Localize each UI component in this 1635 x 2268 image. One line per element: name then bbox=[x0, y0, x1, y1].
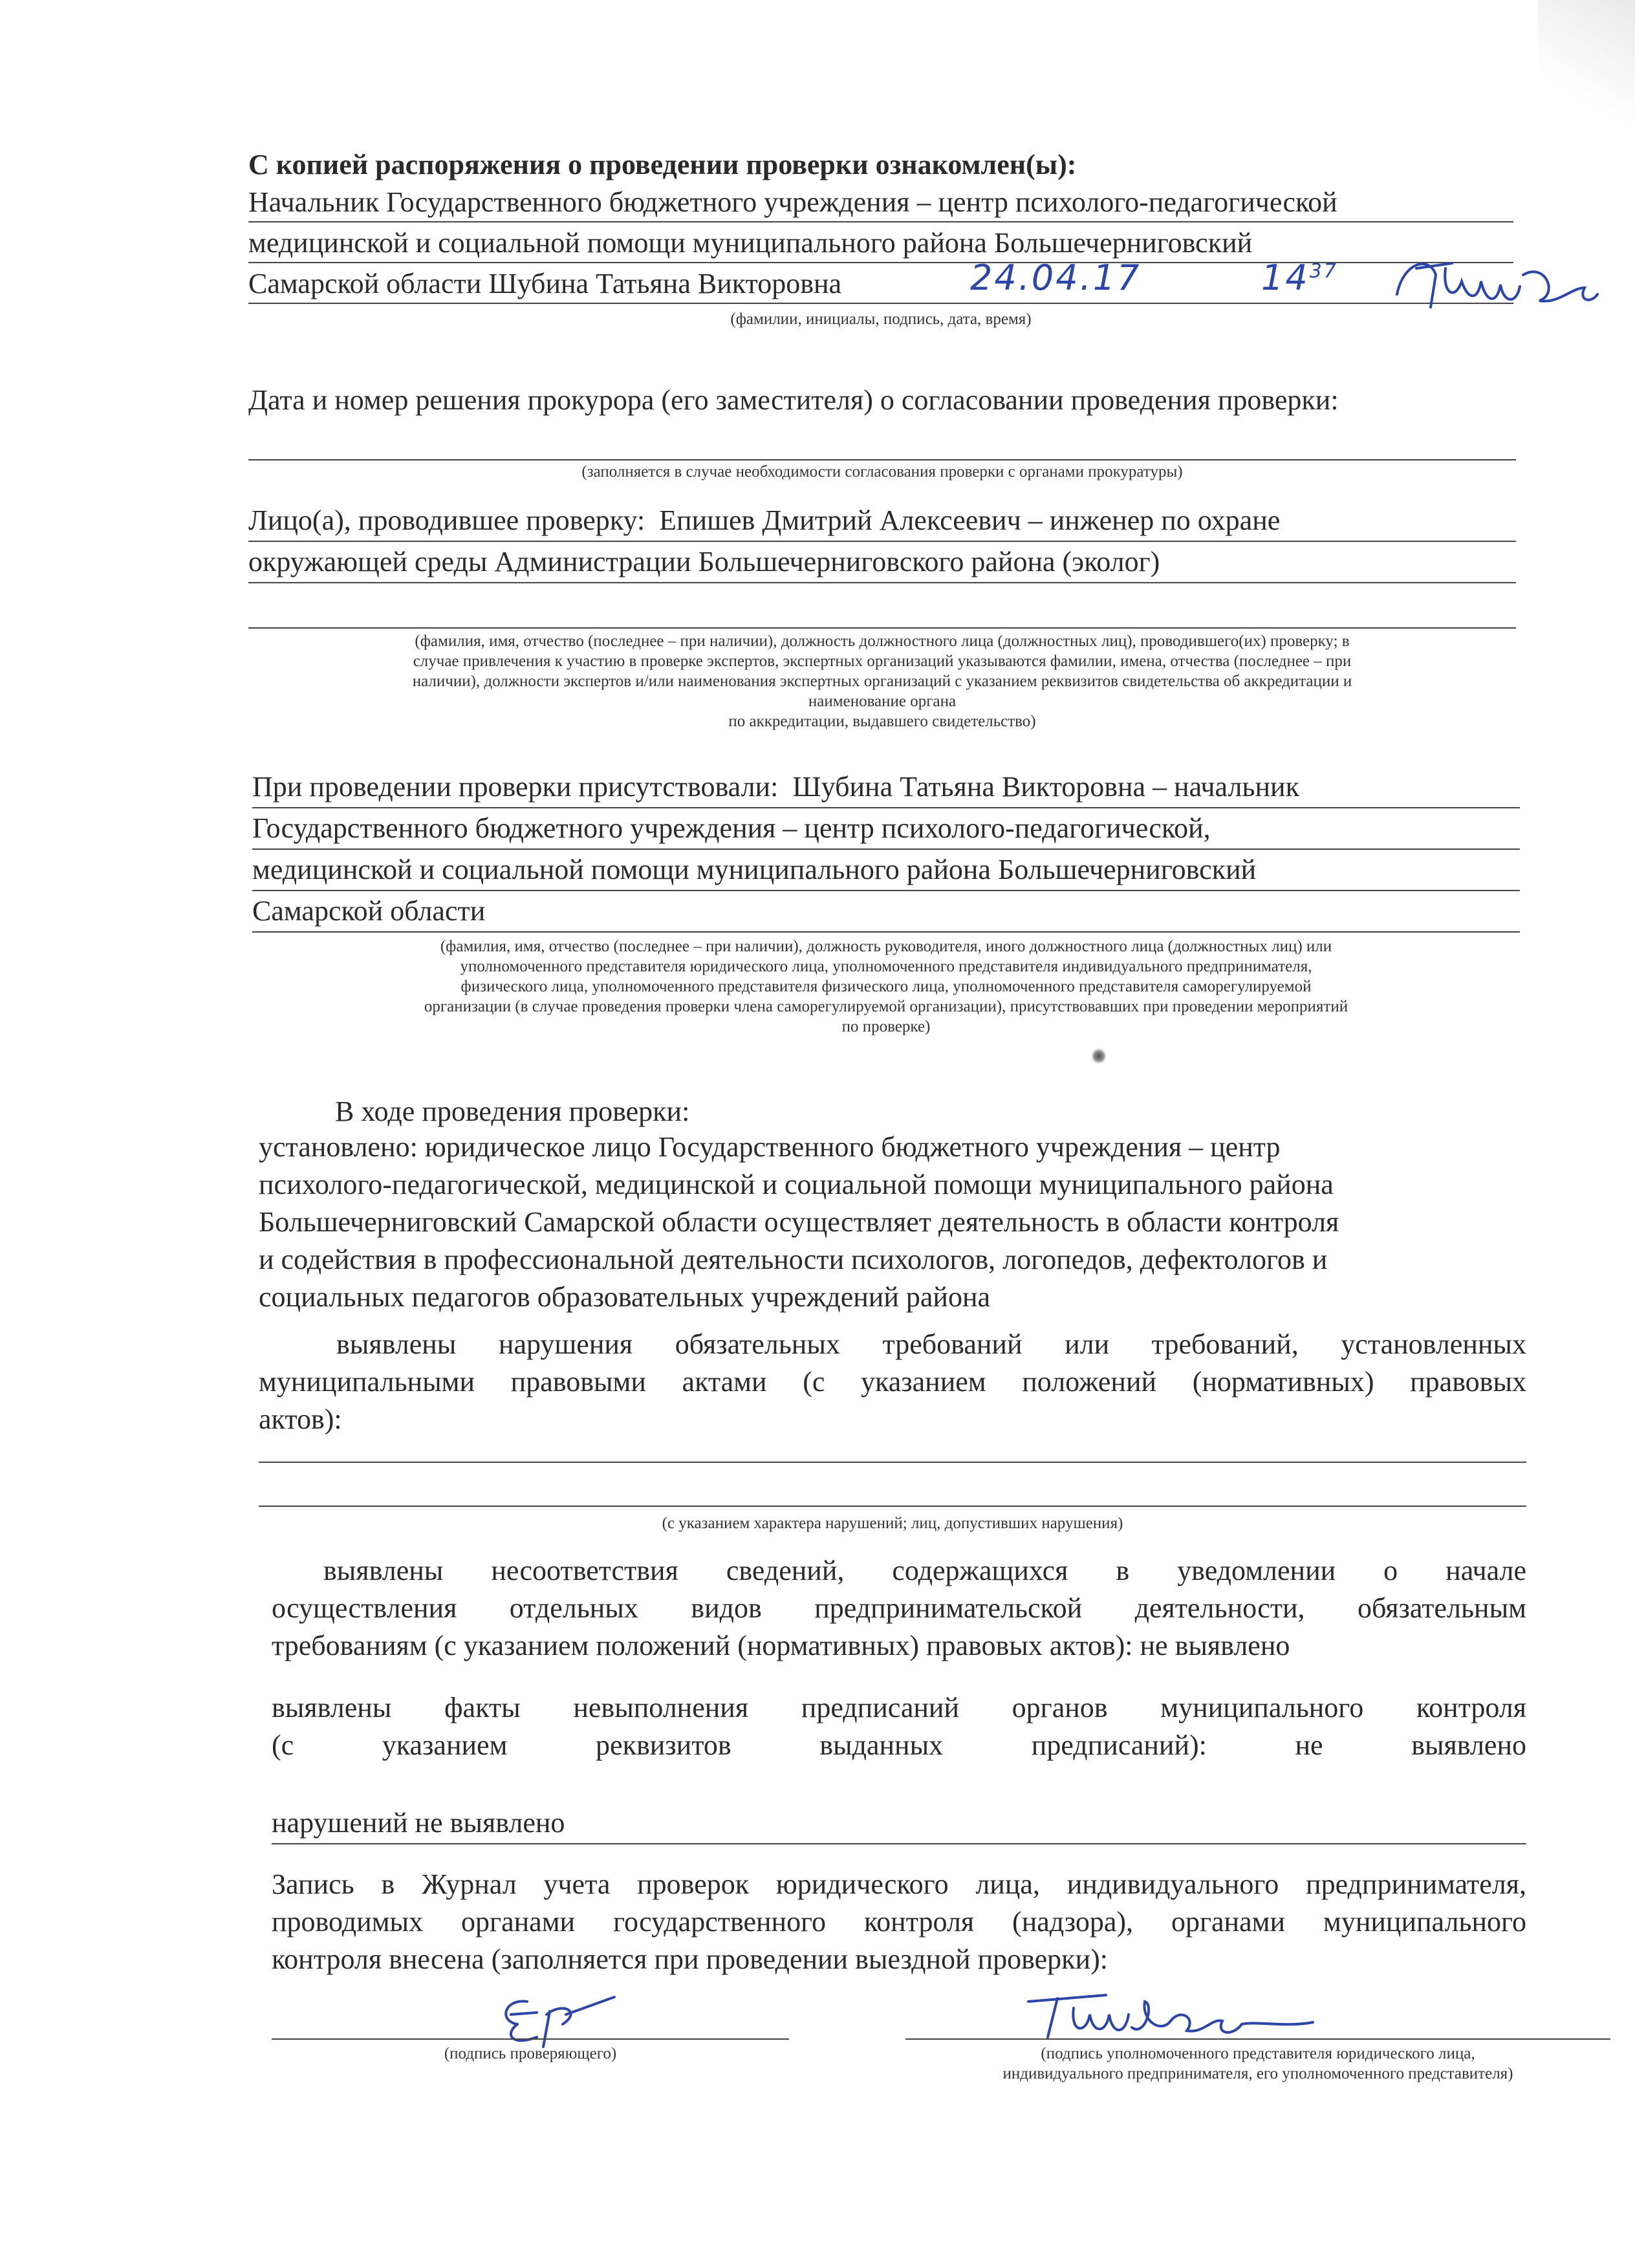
present-note-3: физического лица, уполномоченного представителя физического лица, уполномоченного представителя саморегулируемой bbox=[460, 978, 1312, 995]
inspector-value-2: окружающей среды Администрации Большечерниговского района (эколог) bbox=[248, 546, 1160, 578]
journal-line-2: проводимых органами государственного контроля (надзора), органами муниципального bbox=[272, 1906, 1526, 1938]
inspector-note-1: (фамилия, имя, отчество (последнее – при наличии), должность должностного лица (должностных лиц), проводившего(их) проверку; в bbox=[415, 632, 1350, 650]
present-note-5: по проверке) bbox=[841, 1018, 931, 1035]
prosecutor-label: Дата и номер решения прокурора (его заместителя) о согласовании проведения проверки: bbox=[248, 384, 1339, 416]
journal-line-3: контроля внесена (заполняется при проведении выездной проверки): bbox=[272, 1943, 1108, 1975]
violations-line-a bbox=[259, 1423, 1526, 1463]
present-line-2 bbox=[252, 810, 1520, 850]
present-value-4: Самарской области bbox=[252, 895, 486, 927]
violations-line-b bbox=[259, 1467, 1526, 1507]
findings-line-4: и содействия в профессиональной деятельности психологов, логопедов, дефектологов и bbox=[259, 1244, 1328, 1275]
ink-smudge bbox=[1092, 1048, 1106, 1064]
findings-line-2: психолого-педагогической, медицинской и социальной помощи муниципального района bbox=[259, 1169, 1334, 1200]
folded-corner bbox=[1538, 0, 1635, 181]
inspector-signature-line bbox=[272, 2005, 789, 2040]
no-violations-text: нарушений не выявлено bbox=[272, 1807, 565, 1839]
violations-line-1: выявлены нарушения обязательных требований или требований, установленных bbox=[336, 1328, 1526, 1360]
present-line-3 bbox=[252, 851, 1520, 891]
violations-note: (с указанием характера нарушений; лиц, допустивших нарушения) bbox=[662, 1515, 1123, 1532]
inspector-value-1: Епишев Дмитрий Алексеевич – инженер по охране bbox=[659, 504, 1281, 536]
mismatch-line-3: требованиям (с указанием положений (нормативных) правовых актов): не выявлено bbox=[272, 1630, 1290, 1661]
findings-heading: В ходе проведения проверки: bbox=[335, 1096, 690, 1127]
present-value-2: Государственного бюджетного учреждения – центр психолого-педагогической, bbox=[252, 812, 1211, 844]
present-value-1: Шубина Татьяна Викторовна – начальник bbox=[792, 771, 1299, 803]
inspector-note-5: по аккредитации, выдавшего свидетельство) bbox=[728, 713, 1036, 730]
inspector-line-3 bbox=[248, 589, 1516, 629]
journal-block bbox=[272, 1866, 1526, 1978]
handwritten-time-hours: 14 bbox=[1261, 257, 1310, 298]
violations-line-3: актов): bbox=[259, 1403, 342, 1435]
mismatch-line-2: осуществления отдельных видов предпринимательской деятельности, обязательным bbox=[272, 1592, 1526, 1624]
handwritten-time-minutes: 37 bbox=[1309, 260, 1338, 283]
inspector-note bbox=[248, 631, 1516, 731]
present-value-3: медицинской и социальной помощи муниципального района Большечерниговский bbox=[252, 854, 1257, 885]
representative-note-1: (подпись уполномоченного представителя юридического лица, bbox=[1041, 2045, 1475, 2062]
present-note bbox=[252, 936, 1520, 1037]
handwritten-date: 24.04.17 bbox=[970, 257, 1142, 298]
inspector-note-3: наличии), должности экспертов и/или наименования экспертных организаций с указанием реквизитов свидетельства об аккредитации и bbox=[412, 673, 1352, 690]
ack-line-1-text: Начальник Государственного бюджетного учреждения – центр психолого-педагогической bbox=[248, 186, 1337, 218]
inspector-label: Лицо(а), проводившее проверку: bbox=[248, 504, 645, 536]
violations-line-2: муниципальными правовыми актами (с указанием положений (нормативных) правовых bbox=[259, 1366, 1526, 1398]
representative-signature-line bbox=[905, 2005, 1610, 2040]
inspector-line-2 bbox=[248, 543, 1516, 583]
present-line-4 bbox=[252, 892, 1520, 933]
failures-line-1: выявлены факты невыполнения предписаний органов муниципального контроля bbox=[272, 1692, 1526, 1723]
findings-line-3: Большечерниговский Самарской области осуществляет деятельность в области контроля bbox=[259, 1206, 1339, 1238]
representative-note-2: индивидуального предпринимателя, его уполномоченного представителя) bbox=[1002, 2065, 1513, 2082]
present-note-2: уполномоченного представителя юридического лица, уполномоченного представителя индивидуального предпринимателя, bbox=[460, 958, 1312, 975]
present-label: При проведении проверки присутствовали: bbox=[252, 771, 779, 803]
failures-line-2: (с указанием реквизитов выданных предписаний): не выявлено bbox=[272, 1729, 1526, 1761]
ack-line-3-text: Самарской области Шубина Татьяна Викторовна bbox=[248, 268, 842, 299]
prosecutor-note: (заполняется в случае необходимости согласования проверки с органами прокуратуры) bbox=[581, 463, 1183, 481]
failures-block bbox=[272, 1689, 1526, 1764]
ack-note: (фамилии, инициалы, подпись, дата, время) bbox=[730, 310, 1032, 328]
prosecutor-line bbox=[248, 420, 1516, 460]
violations-block bbox=[259, 1326, 1526, 1438]
inspector-signature-note: (подпись проверяющего) bbox=[444, 2045, 617, 2062]
acknowledgement-title: С копией распоряжения о проведении проверки ознакомлен(ы): bbox=[248, 149, 1077, 180]
mismatch-line-1: выявлены несоответствия сведений, содержащихся в уведомлении о начале bbox=[323, 1555, 1526, 1586]
present-note-1: (фамилия, имя, отчество (последнее – при наличии), должность руководителя, иного должностного лица (должностных лиц) или bbox=[440, 938, 1332, 955]
inspector-note-2: случае привлечения к участию в проверке экспертов, экспертных организаций указываются фамилии, имена, отчества (последнее – при bbox=[413, 653, 1352, 670]
inspector-note-4: наименование органа bbox=[808, 693, 957, 710]
mismatch-block bbox=[272, 1552, 1526, 1665]
handwritten-time bbox=[1261, 257, 1338, 298]
findings-established bbox=[259, 1129, 1526, 1316]
no-violations-line bbox=[272, 1804, 1526, 1844]
representative-signature-note bbox=[905, 2044, 1610, 2084]
inspector-line-1 bbox=[248, 502, 1516, 542]
findings-line-1: установлено: юридическое лицо Государственного бюджетного учреждения – центр bbox=[259, 1131, 1281, 1163]
ack-line-2-text: медицинской и социальной помощи муниципального района Большечерниговский bbox=[248, 227, 1253, 259]
present-line-1 bbox=[252, 768, 1520, 808]
journal-line-1: Запись в Журнал учета проверок юридического лица, индивидуального предпринимателя, bbox=[272, 1868, 1526, 1900]
findings-line-5: социальных педагогов образовательных учреждений района bbox=[259, 1281, 991, 1313]
present-note-4: организации (в случае проведения проверки члена саморегулируемой организации), присутствовавших при проведении мероприятий bbox=[424, 998, 1348, 1015]
ack-line-1 bbox=[248, 184, 1513, 222]
